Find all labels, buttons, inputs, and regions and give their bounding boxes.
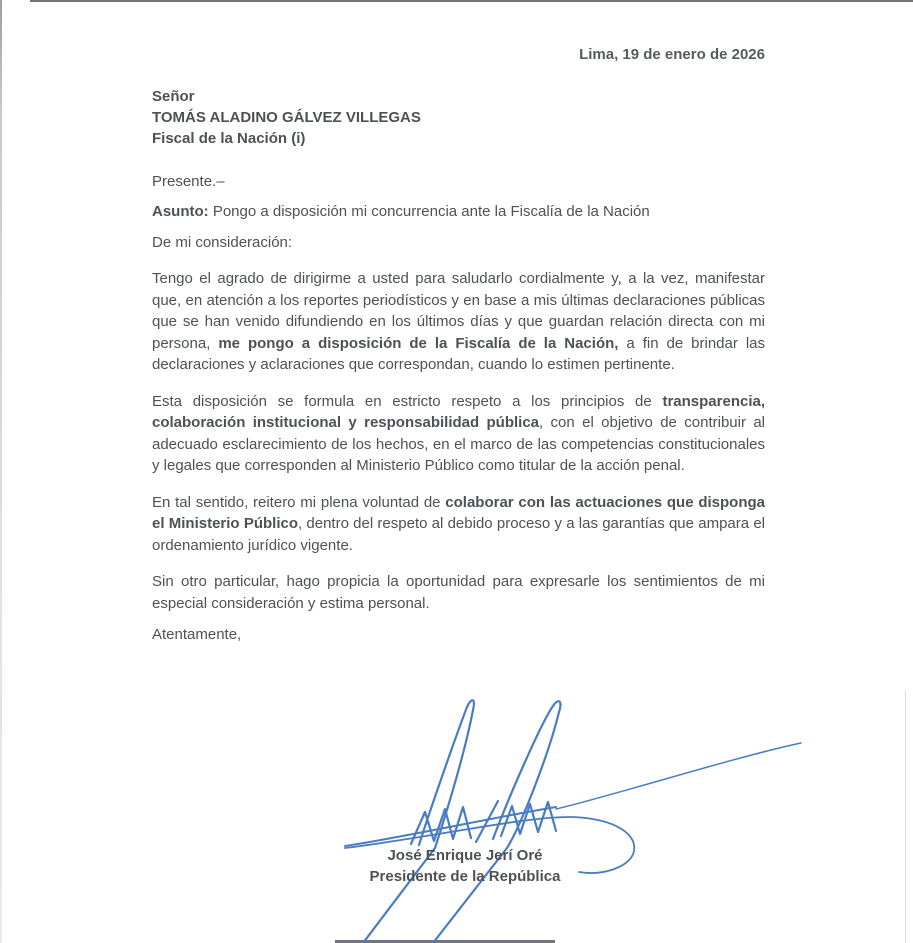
recipient-title: Fiscal de la Nación (i): [152, 129, 306, 147]
paragraph-1: [152, 268, 765, 376]
scan-artifact-top-edge: [30, 0, 913, 2]
signer-name: José Enrique Jerí Oré: [387, 847, 543, 864]
paragraph-3: [152, 492, 765, 557]
signer-title: Presidente de la República: [369, 868, 561, 885]
paragraph-2: [152, 391, 765, 477]
text-segment: En tal sentido, reitero mi plena voluntad de: [152, 493, 446, 511]
scan-artifact-left-edge: [0, 0, 2, 943]
text-segment: , dentro del respeto al debido proceso y a las garantías que ampara el ordenamiento jurídico vigente.: [152, 515, 765, 554]
text-segment: colaborar con las actuaciones que disponga el Ministerio Público: [152, 493, 765, 532]
subject-line: [152, 201, 765, 223]
text-segment: me pongo a disposición de la Fiscalía de la Nación,: [218, 334, 619, 352]
text-segment: Esta disposición se formula en estricto respeto a los principios de: [152, 392, 663, 410]
closing-line: Atentamente,: [152, 626, 242, 643]
recipient-block: [152, 86, 765, 149]
recipient-name: TOMÁS ALADINO GÁLVEZ VILLEGAS: [152, 108, 421, 126]
text-segment: transparencia, colaboración institucional y responsabilidad pública: [152, 392, 765, 431]
date-line: Lima, 19 de enero de 2026: [579, 46, 765, 63]
presente-line: Presente.–: [152, 172, 225, 190]
text-segment: , con el objetivo de contribuir al adecuado esclarecimiento de los hechos, en el marco de las competencias constitucionales y legales que corresponden al Ministerio Público como titular de la acción penal.: [152, 414, 765, 474]
scan-artifact-right-edge: [905, 690, 906, 943]
greeting-line: De mi consideración:: [152, 233, 293, 251]
signature-area: [335, 695, 825, 943]
text-segment: Pongo a disposición mi concurrencia ante la Fiscalía de la Nación: [208, 203, 650, 220]
letter-body: [152, 44, 765, 646]
handwritten-signature-icon: [335, 695, 825, 943]
text-segment: Asunto:: [152, 203, 209, 220]
signer-block: [355, 845, 575, 887]
recipient-salutation: Señor: [152, 87, 195, 105]
text-segment: Tengo el agrado de dirigirme a usted para saludarlo cordialmente y, a la vez, manifestar que, en atención a los reportes periodísticos y en base a mis últimas declaraciones públicas que se han venido difundiendo en los últimos días y que guardan relación directa con mi persona,: [152, 270, 765, 352]
text-segment: a fin de brindar las declaraciones y aclaraciones que correspondan, cuando lo estimen pertinente.: [152, 334, 765, 373]
text-segment: Sin otro particular, hago propicia la oportunidad para expresarle los sentimientos de mi especial consideración y estima personal.: [152, 573, 765, 612]
paragraph-4: [152, 571, 765, 614]
